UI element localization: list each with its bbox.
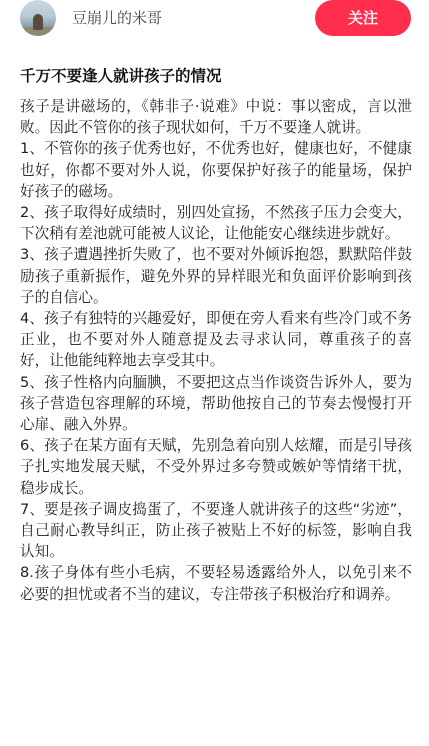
article-paragraph: 2、孩子取得好成绩时，别四处宣扬，不然孩子压力会变大，下次稍有差池就可能被人议论，让他能安心继续进步就好。: [20, 204, 412, 243]
post-header: [0, 0, 429, 38]
article-paragraph: 4、孩子有独特的兴趣爱好，即便在旁人看来有些冷门或不务正业，也不要对外人随意提及去寻求认同，尊重孩子的喜好，让他能纯粹地去享受其中。: [20, 310, 412, 370]
article-paragraph: 8.孩子身体有些小毛病，不要轻易透露给外人，以免引来不必要的担忧或者不当的建议，专注带孩子积极治疗和调养。: [20, 564, 412, 603]
article-paragraph: 3、孩子遭遇挫折失败了，也不要对外倾诉抱怨，默默陪伴鼓励孩子重新振作，避免外界的异样眼光和负面评价影响到孩子的自信心。: [20, 246, 412, 306]
author-name[interactable]: 豆崩儿的米哥: [72, 9, 163, 27]
article-body: [20, 96, 412, 605]
article-paragraph: 7、要是孩子调皮捣蛋了，不要逢人就讲孩子的这些“劣迹”，自己耐心教导纠正，防止孩子被贴上不好的标签，影响自我认知。: [20, 500, 412, 561]
article-title: 千万不要逢人就讲孩子的情况: [20, 67, 222, 85]
article-paragraph: 1、不管你的孩子优秀也好，不优秀也好，健康也好，不健康也好，你都不要对外人说，你要保护好孩子的能量场，保护好孩子的磁场。: [20, 140, 412, 200]
article-paragraph: 5、孩子性格内向腼腆，不要把这点当作谈资告诉外人，要为孩子营造包容理解的环境，帮助他按自己的节奏去慢慢打开心扉、融入外界。: [20, 373, 412, 434]
avatar-figure: [33, 14, 43, 30]
article-paragraph: 孩子是讲磁场的，《韩非子·说难》中说：事以密成，言以泄败。因此不管你的孩子现状如何，千万不要逢人就讲。: [20, 98, 412, 137]
follow-button[interactable]: 关注: [315, 0, 411, 36]
article-paragraph: 6、孩子在某方面有天赋，先别急着向别人炫耀，而是引导孩子扎实地发展天赋，不受外界过多夸赞或嫉妒等情绪干扰，稳步成长。: [20, 437, 412, 497]
avatar[interactable]: [20, 0, 56, 36]
